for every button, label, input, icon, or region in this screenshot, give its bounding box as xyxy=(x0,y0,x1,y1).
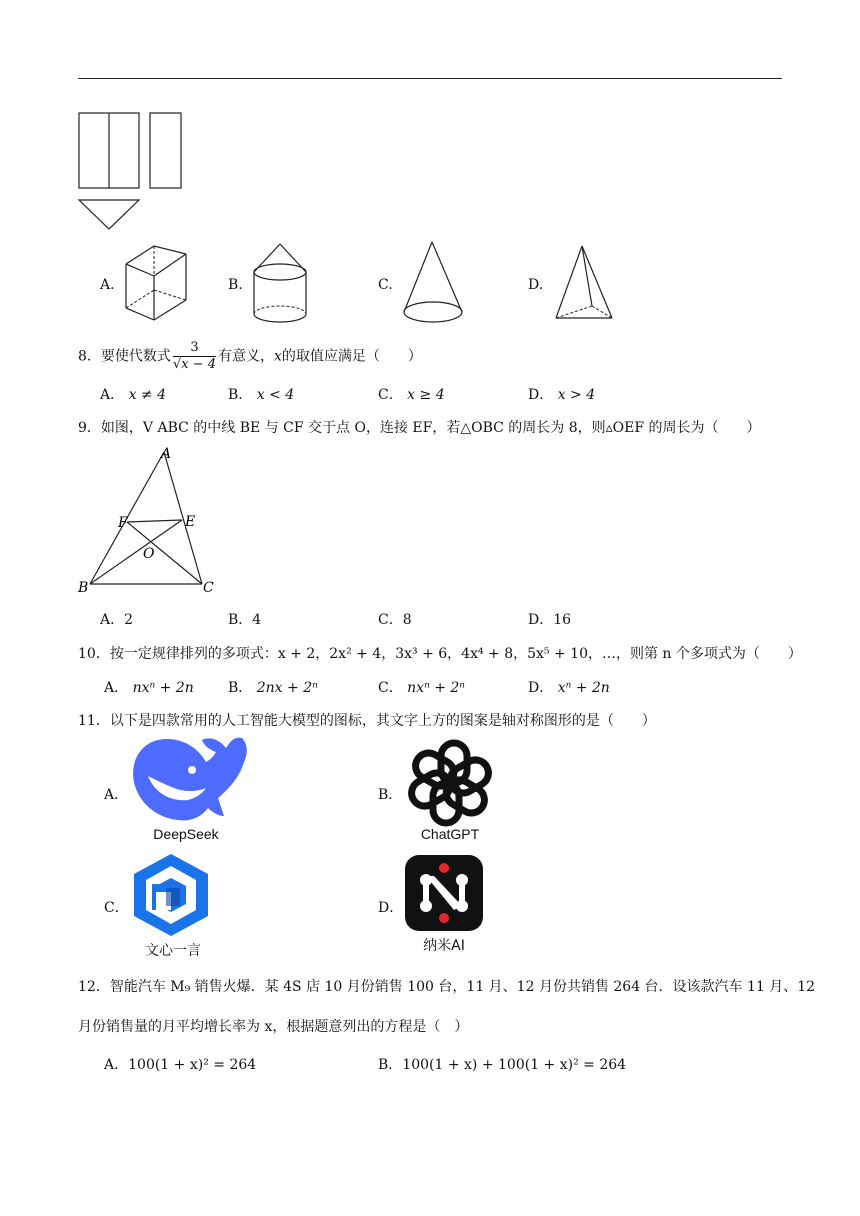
chatgpt-knot-icon[interactable] xyxy=(403,736,497,830)
deepseek-label: DeepSeek xyxy=(153,826,219,842)
q9-text: 如图，V ABC 的中线 BE 与 CF 交于点 O，连接 EF，若△OBC 的周长为 8，则▵OEF 的周长为（ ） xyxy=(100,420,761,436)
cone-on-cylinder-figure xyxy=(250,240,310,326)
q9-option-c-value: 8 xyxy=(402,612,412,628)
q10-number: 10． xyxy=(78,646,110,662)
nami-ai-icon[interactable] xyxy=(404,854,484,932)
q8-option-a-value: x ≠ 4 xyxy=(128,387,167,403)
q9-option-b[interactable]: B．4 xyxy=(228,612,262,628)
q9-number: 9． xyxy=(78,420,101,436)
q9-option-b-value: 4 xyxy=(252,612,262,628)
nami-label: 纳米AI xyxy=(423,938,465,954)
q8-option-c[interactable] xyxy=(378,384,445,404)
q12-option-a[interactable]: A．100(1 + x)² = 264 xyxy=(104,1057,257,1073)
q8-option-a-letter: A． xyxy=(100,387,125,403)
label-o: O xyxy=(143,546,155,562)
q7-option-b-letter[interactable]: B. xyxy=(228,277,243,293)
q12-option-a-value: 100(1 + x)² = 264 xyxy=(128,1057,257,1073)
q8-frac-denominator: √x − 4 xyxy=(172,357,216,372)
q10-option-b-value: 2nx + 2ⁿ xyxy=(256,680,318,696)
q12-number: 12． xyxy=(78,979,110,995)
q8-frac-numerator: 3 xyxy=(173,340,216,357)
q12-line1 xyxy=(78,976,815,996)
q12-option-b-value: 100(1 + x) + 100(1 + x)² = 264 xyxy=(402,1057,627,1073)
q11-stem xyxy=(78,710,656,730)
q8-fraction xyxy=(173,340,216,373)
wenxin-label: 文心一言 xyxy=(145,943,201,959)
wenxin-hexagon-icon[interactable] xyxy=(130,852,212,938)
q7-option-c-letter[interactable]: C. xyxy=(378,277,393,293)
q9-option-d[interactable]: D．16 xyxy=(528,612,572,628)
q8-option-b[interactable] xyxy=(228,384,294,404)
q8-text-after: 有意义， xyxy=(217,348,274,365)
q12-line1-text: 智能汽车 M₉ 销售火爆．某 4S 店 10 月份销售 100 台，11 月、12 月份共销售 264 台．设该款汽车 11 月、12 xyxy=(109,979,816,995)
label-a: A xyxy=(161,446,172,462)
q10-option-c-value: nxⁿ + 2ⁿ xyxy=(407,680,465,696)
q8-option-b-value: x < 4 xyxy=(256,387,295,403)
q8-option-a[interactable] xyxy=(100,384,166,404)
q10-option-d-value: xⁿ + 2n xyxy=(557,680,610,696)
q10-option-d[interactable]: D． xⁿ + 2n xyxy=(528,680,610,696)
q11-option-b-letter[interactable]: B． xyxy=(378,787,403,803)
q12-line2: 月份销售量的月平均增长率为 x，根据题意列出的方程是（ ） xyxy=(78,1019,469,1035)
q9-option-a[interactable]: A．2 xyxy=(100,612,134,628)
q11-option-c-letter[interactable]: C． xyxy=(104,900,129,916)
q10-option-b[interactable]: B． 2nx + 2ⁿ xyxy=(228,680,318,696)
label-c: C xyxy=(203,580,214,596)
q11-number: 11． xyxy=(78,713,110,729)
q10-option-a[interactable]: A． nxⁿ + 2n xyxy=(104,680,194,696)
chatgpt-label: ChatGPT xyxy=(420,826,480,842)
label-b: B xyxy=(78,580,89,596)
q9-option-c[interactable]: C．8 xyxy=(378,612,412,628)
q12-option-b[interactable]: B．100(1 + x) + 100(1 + x)² = 264 xyxy=(378,1057,627,1073)
q8-text-end: 的取值应满足（ ） xyxy=(281,348,422,365)
triangular-prism-figure xyxy=(122,244,192,324)
q8-option-d-letter: D． xyxy=(528,387,554,403)
q9-option-d-value: 16 xyxy=(553,612,572,628)
header-rule xyxy=(78,78,782,79)
q8-number: 8． xyxy=(78,348,101,365)
q8-option-b-letter: B． xyxy=(228,387,253,403)
q8-stem xyxy=(78,340,422,373)
q8-text-before: 要使代数式 xyxy=(100,348,171,365)
triangular-pyramid-figure xyxy=(552,244,616,324)
q8-option-c-value: x ≥ 4 xyxy=(407,387,445,403)
deepseek-whale-icon[interactable] xyxy=(130,732,254,824)
q9-option-a-value: 2 xyxy=(124,612,134,628)
q7-option-d-letter[interactable]: D. xyxy=(528,277,544,293)
q8-variable: x xyxy=(273,348,282,365)
q9-stem xyxy=(78,417,761,437)
q10-stem xyxy=(78,643,802,663)
q8-option-d-value: x > 4 xyxy=(557,387,596,403)
q11-option-a-letter[interactable]: A． xyxy=(104,787,129,803)
q8-option-c-letter: C． xyxy=(378,387,403,403)
q10-text: 按一定规律排列的多项式：x + 2，2x² + 4，3x³ + 6，4x⁴ + 8，5x⁵ + 10，…，则第 n 个多项式为（ ） xyxy=(109,646,802,662)
label-f: F xyxy=(118,515,128,531)
q10-option-c[interactable]: C． nxⁿ + 2ⁿ xyxy=(378,680,465,696)
label-e: E xyxy=(185,514,196,530)
triangle-median-figure xyxy=(76,444,226,596)
cone-figure xyxy=(402,240,464,328)
q11-text: 以下是四款常用的人工智能大模型的图标，其文字上方的图案是轴对称图形的是（ ） xyxy=(109,713,656,729)
q10-option-a-value: nxⁿ + 2n xyxy=(132,680,194,696)
three-views-figure xyxy=(78,112,188,232)
q11-option-d-letter[interactable]: D． xyxy=(378,900,404,916)
q7-option-a-letter[interactable]: A. xyxy=(100,277,115,293)
q8-option-d[interactable] xyxy=(528,384,595,404)
